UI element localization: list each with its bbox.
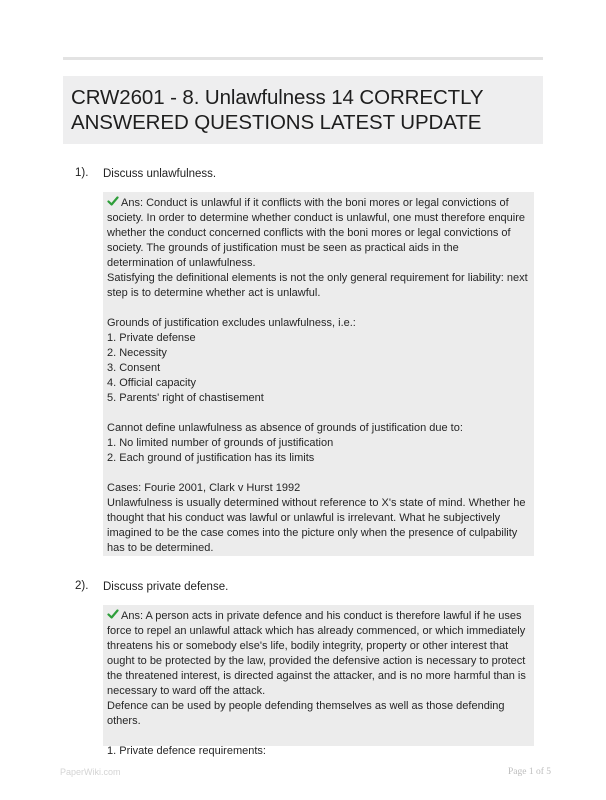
answer-text: 2. Necessity xyxy=(107,347,167,359)
blank-line xyxy=(107,729,528,744)
title-box xyxy=(63,76,543,144)
answer-text: 1. Private defence requirements: xyxy=(107,745,266,757)
answer-text: 2. Each ground of justification has its limits xyxy=(107,452,315,464)
question-number: 1). xyxy=(75,167,89,179)
answer-line xyxy=(107,316,528,331)
check-icon xyxy=(107,608,119,620)
answer-first-paragraph xyxy=(107,608,528,699)
answer-line xyxy=(107,361,528,376)
footer-watermark: PaperWiki.com xyxy=(60,767,121,777)
answer-text: 4. Official capacity xyxy=(107,377,197,389)
answer-box xyxy=(103,192,534,556)
blank-line xyxy=(107,406,528,421)
top-divider xyxy=(63,57,543,60)
answer-text: Grounds of justification excludes unlawfulness, i.e.: xyxy=(107,317,356,329)
answer-line xyxy=(107,481,528,496)
answer-text: Ans: Conduct is unlawful if it conflicts with the boni mores or legal convictions of society. In order to determine whether conduct is unlawful, one must therefore enquire whether the conduct concerned conflicts with the boni mores or legal convictions of society. The grounds of justification must be seen as practical aids in the determination of unlawfulness. xyxy=(107,197,526,269)
page-title: CRW2601 - 8. Unlawfulness 14 CORRECTLY ANSWERED QUESTIONS LATEST UPDATE xyxy=(71,86,484,134)
check-icon xyxy=(107,195,119,207)
blank-line xyxy=(107,301,528,316)
answer-text: 1. Private defense xyxy=(107,332,196,344)
answer-line xyxy=(107,346,528,361)
answer-text: 1. No limited number of grounds of justification xyxy=(107,437,334,449)
question-prompt: Discuss unlawfulness. xyxy=(103,168,217,180)
answer-text: 3. Consent xyxy=(107,362,161,374)
answer-text: 5. Parents' right of chastisement xyxy=(107,392,264,404)
answer-line xyxy=(107,451,528,466)
answer-text: Cannot define unlawfulness as absence of grounds of justification due to: xyxy=(107,422,463,434)
answer-line xyxy=(107,744,528,759)
answer-line xyxy=(107,331,528,346)
answer-line xyxy=(107,496,528,556)
answer-line xyxy=(107,271,528,301)
answer-line xyxy=(107,699,528,729)
blank-line xyxy=(107,466,528,481)
answer-line xyxy=(107,391,528,406)
answer-text: Defence can be used by people defending themselves as well as those defending others. xyxy=(107,700,505,727)
question-prompt: Discuss private defense. xyxy=(103,581,229,593)
answer-text: Ans: A person acts in private defence and his conduct is therefore lawful if he uses force to repel an unlawful attack which has already commenced, or which immediately threatens his or somebody else's life, bodily integrity, property or other interest that ought to be protected by the law, provided the defensive action is necessary to protect the threatened interest, is directed against the attacker, and is no more harmful than is necessary to ward off the attack. xyxy=(107,610,526,697)
answer-text: Cases: Fourie 2001, Clark v Hurst 1992 xyxy=(107,482,301,494)
answer-first-paragraph xyxy=(107,195,528,271)
answer-line xyxy=(107,436,528,451)
answer-line xyxy=(107,376,528,391)
question-number: 2). xyxy=(75,580,89,592)
answer-text: Unlawfulness is usually determined without reference to X's state of mind. Whether he thought that his conduct was lawful or unlawful is irrelevant. What he subjectively imagined to be the case comes into the picture only when the presence of culpability has to be determined. xyxy=(107,497,526,554)
answer-text: Satisfying the definitional elements is not the only general requirement for liability: next step is to determine whether act is unlawful. xyxy=(107,272,528,299)
answer-line xyxy=(107,421,528,436)
answer-box xyxy=(103,605,534,757)
page-number: Page 1 of 5 xyxy=(508,767,552,777)
